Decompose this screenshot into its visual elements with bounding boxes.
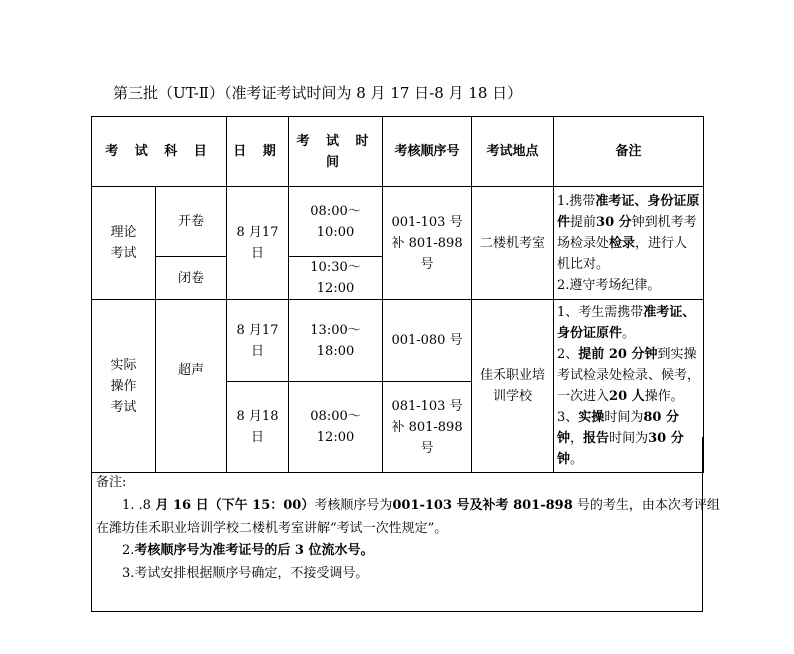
- practical-exam-label: 实际 操作 考试: [92, 300, 156, 473]
- table-header-row: [92, 117, 704, 187]
- remarks-section: [91, 437, 720, 612]
- exam-schedule-table: [91, 116, 704, 473]
- practical-note: 1、考生需携带准考证、身份证原件。 2、提前 20 分钟到实操考试检录处检录、候考，一次进入20 人操作。 3、实操时间为80 分钟，报告时间为30 分钟。: [554, 300, 704, 473]
- practical-date-1: 8 月17 日: [227, 300, 289, 382]
- remark-item-1: 1. .8 月 16 日（下午 15：00）考核顺序号为001-103 号及补考 801-898 号的考生，由本次考评组: [122, 498, 720, 513]
- header-seq: 考核顺序号: [383, 117, 472, 187]
- practical-sequence-2: 081-103 号 补 801-898 号: [383, 382, 472, 473]
- header-subject: 考 试 科 目: [92, 117, 227, 187]
- theory-date: 8 月17 日: [227, 187, 289, 300]
- header-remarks: 备注: [554, 117, 704, 187]
- practical-time-2: 08:00～12:00: [289, 382, 383, 473]
- theory-closed-book: 闭卷: [156, 257, 227, 300]
- practical-subject-ultrasound: 超声: [156, 300, 227, 473]
- theory-open-book: 开卷: [156, 187, 227, 257]
- remark-item-2: 2.考核顺序号为准考证号的后 3 位流水号。: [122, 543, 374, 558]
- practical-sequence-1: 001-080 号: [383, 300, 472, 382]
- remark-item-3: 3.考试安排根据顺序号确定，不接受调号。: [122, 566, 369, 581]
- theory-location: 二楼机考室: [472, 187, 554, 300]
- table-row: [92, 300, 704, 382]
- header-date: 日 期: [227, 117, 289, 187]
- theory-note: 1.携带准考证、身份证原件提前30 分钟到机考考场检录处检录，进行人机比对。 2.遵守考场纪律。: [554, 187, 704, 300]
- theory-exam-label: 理论 考试: [92, 187, 156, 300]
- practical-date-2: 8 月18 日: [227, 382, 289, 473]
- theory-time-open: 08:00～10:00: [289, 187, 383, 257]
- table-row: [92, 187, 704, 257]
- practical-time-1: 13:00～18:00: [289, 300, 383, 382]
- theory-sequence: 001-103 号 补 801-898 号: [383, 187, 472, 300]
- practical-location: 佳禾职业培训学校: [472, 300, 554, 473]
- remarks-title: 备注:: [96, 475, 127, 490]
- page-heading: 第三批（UT-Ⅱ）（准考证考试时间为 8 月 17 日-8 月 18 日）: [113, 84, 523, 102]
- header-location: 考试地点: [472, 117, 554, 187]
- theory-time-closed: 10:30～12:00: [289, 257, 383, 300]
- remark-item-1-cont: 在潍坊佳禾职业培训学校二楼机考室讲解“考试一次性规定”。: [96, 521, 448, 536]
- header-time: 考 试 时 间: [289, 117, 383, 187]
